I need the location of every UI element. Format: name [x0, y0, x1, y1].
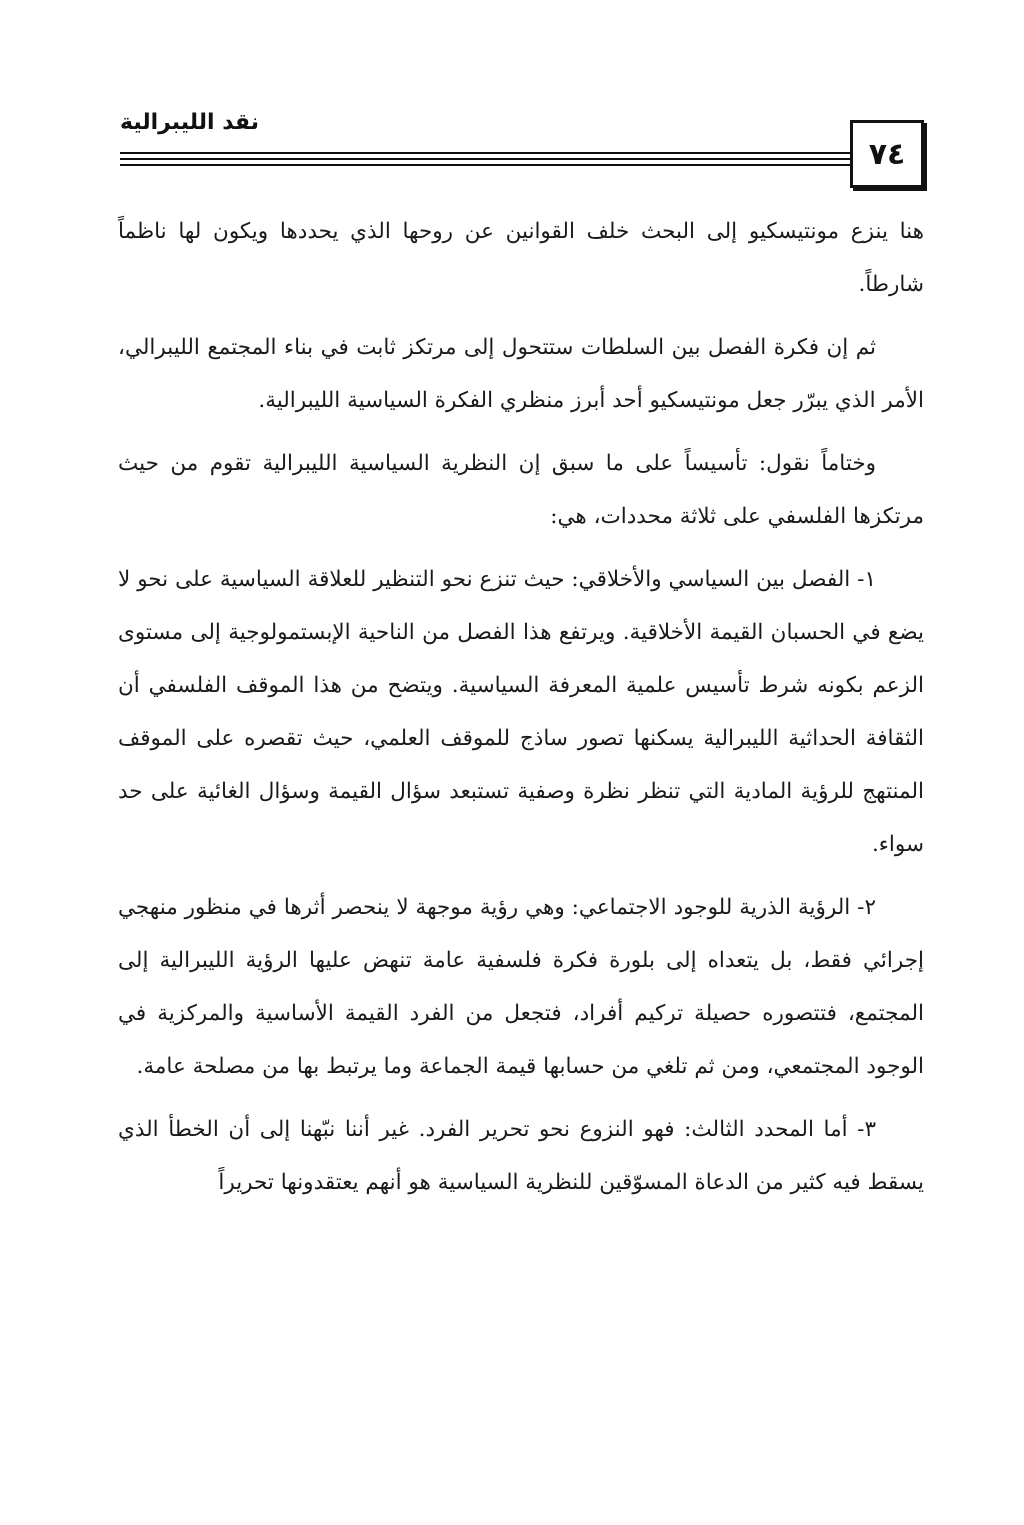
- paragraph-determinant-3: ٣- أما المحدد الثالث: فهو النزوع نحو تحرير الفرد. غير أننا نبّهنا إلى أن الخطأ الذي يسقط فيه كثير من الدعاة المسوّقين للنظرية السياسية هو أنهم يعتقدونها تحريراً: [118, 1117, 924, 1195]
- running-header-title: نقد الليبرالية: [120, 110, 260, 135]
- body-text: [118, 205, 924, 1219]
- paragraph-separation-of-powers: ثم إن فكرة الفصل بين السلطات ستتحول إلى مرتكز ثابت في بناء المجتمع الليبرالي، الأمر الذي يبرّر جعل مونتيسكيو أحد أبرز منظري الفكرة السياسية الليبرالية.: [118, 335, 924, 413]
- header-rule-top: [120, 152, 850, 154]
- header-rule-middle: [120, 158, 850, 160]
- paragraph-determinant-2: ٢- الرؤية الذرية للوجود الاجتماعي: وهي رؤية موجهة لا ينحصر أثرها في منظور منهجي إجرائي فقط، بل يتعداه إلى بلورة فكرة فلسفية عامة تنهض عليها الرؤية الليبرالية إلى المجتمع، فتتصوره حصيلة تركيم أفراد، فتجعل من الفرد القيمة الأساسية والمركزية في الوجود المجتمعي، ومن ثم تلغي من حسابها قيمة الجماعة وما يرتبط بها من مصلحة عامة.: [118, 895, 924, 1079]
- header-rule-bottom: [120, 164, 850, 166]
- paragraph-continuation: هنا ينزع مونتيسكيو إلى البحث خلف القوانين عن روحها الذي يحددها ويكون لها ناظماً شارطاً.: [118, 219, 924, 297]
- page-number: ٧٤: [868, 136, 906, 172]
- paragraph-conclusion: وختاماً نقول: تأسيساً على ما سبق إن النظرية السياسية الليبرالية تقوم من حيث مرتكزها الفلسفي على ثلاثة محددات، هي:: [118, 451, 924, 529]
- paragraph-determinant-1: ١- الفصل بين السياسي والأخلاقي: حيث تنزع نحو التنظير للعلاقة السياسية على نحو لا يضع في الحسبان القيمة الأخلاقية. ويرتفع هذا الفصل من الناحية الإبستمولوجية إلى مستوى الزعم بكونه شرط تأسيس علمية المعرفة السياسية. ويتضح من هذا الموقف الفلسفي أن الثقافة الحداثية الليبرالية يسكنها تصور ساذج للموقف العلمي، حيث تقصره على الموقف المنتهج للرؤية المادية التي تنظر نظرة وصفية تستبعد سؤال القيمة وسؤال الغائية على حد سواء.: [118, 567, 924, 857]
- page-number-box: [850, 120, 924, 188]
